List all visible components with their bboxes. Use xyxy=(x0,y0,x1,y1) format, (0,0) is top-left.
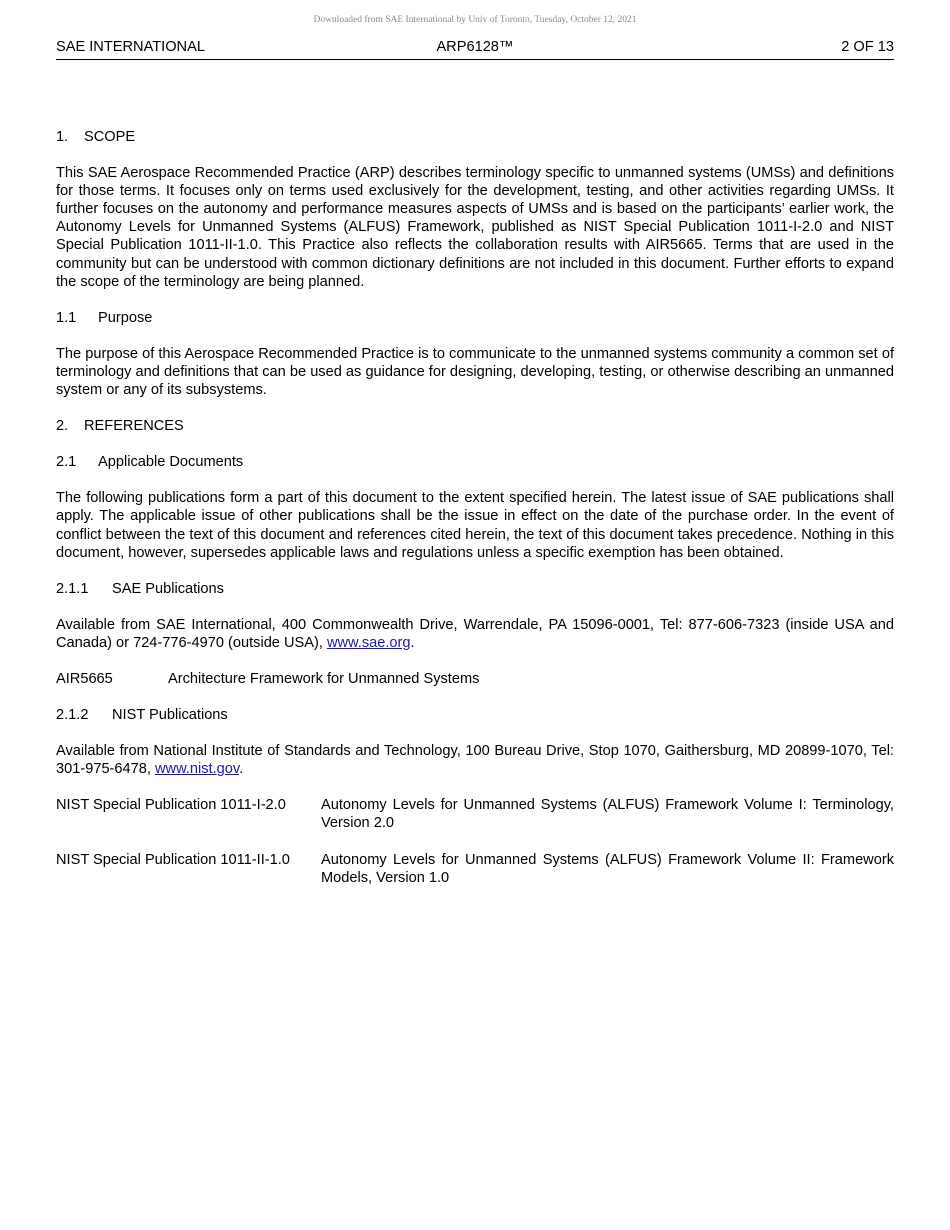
sae-availability-paragraph xyxy=(56,616,894,652)
section-heading-scope xyxy=(56,128,894,146)
section-title: REFERENCES xyxy=(84,418,184,435)
reference-row-nist-1011-ii xyxy=(56,851,894,887)
header-page-number: 2 OF 13 xyxy=(841,39,894,55)
sae-website-link[interactable]: www.sae.org xyxy=(326,634,411,651)
document-body xyxy=(56,128,894,905)
section-title: SAE Publications xyxy=(112,580,224,597)
reference-title: Autonomy Levels for Unmanned Systems (ALFUS) Framework Volume II: Framework Models, Version 1.0 xyxy=(321,851,894,886)
download-watermark: Downloaded from SAE International by Univ of Toronto, Tuesday, October 12, 2021 xyxy=(313,15,637,25)
section-heading-applicable-documents xyxy=(56,453,894,471)
section-title: Purpose xyxy=(98,309,153,326)
nist-availability-paragraph xyxy=(56,742,894,778)
reference-id: AIR5665 xyxy=(56,670,113,687)
nist-availability-text: Available from National Institute of Standards and Technology, 100 Bureau Drive, Stop 1070, Gaithersburg, MD 20899-1070, Tel: 301-975-6478, xyxy=(56,743,894,778)
scope-paragraph: This SAE Aerospace Recommended Practice (ARP) describes terminology specific to unmanned systems (UMSs) and definitions for those terms. It focuses only on terms used exclusively for the development, testing, and other activities regarding UMSs. It further focuses on the autonomy and performance measures aspects of UMSs and is based on the participants’ earlier work, the Autonomy Levels for Unmanned Systems (ALFUS) Framework, published as NIST Special Publication 1011-I-2.0 and NIST Special Publication 1011-II-1.0. This Practice also reflects the collaboration results with AIR5665. Terms that are used in the community but can be understood with common dictionary definitions are not included in this document. Further efforts to expand the scope of the terminology are being planned. xyxy=(56,165,894,290)
section-title: NIST Publications xyxy=(112,707,228,724)
header-organization: SAE INTERNATIONAL xyxy=(56,39,205,55)
reference-title: Autonomy Levels for Unmanned Systems (ALFUS) Framework Volume I: Terminology, Version 2.0 xyxy=(321,797,894,832)
reference-row-air5665 xyxy=(56,670,894,688)
sae-availability-period: . xyxy=(410,634,415,651)
section-title: SCOPE xyxy=(84,129,136,145)
reference-id: NIST Special Publication 1011-II-1.0 xyxy=(56,851,290,868)
sae-availability-text: Available from SAE International, 400 Commonwealth Drive, Warrendale, PA 15096-0001, Tel: 877-606-7323 (inside USA and Canada) or 724-776-4970 (outside USA), xyxy=(56,616,894,651)
purpose-paragraph: The purpose of this Aerospace Recommended Practice is to communicate to the unmanned systems community a common set of terminology and definitions that can be used as guidance for designing, developing, testing, or otherwise describing an unmanned system or any of its subsystems. xyxy=(56,345,894,399)
reference-id: NIST Special Publication 1011-I-2.0 xyxy=(56,797,286,814)
reference-title: Architecture Framework for Unmanned Systems xyxy=(168,670,480,687)
section-number: 1.1 xyxy=(56,309,77,326)
header-document-number: ARP6128™ xyxy=(436,39,514,55)
section-heading-sae-publications xyxy=(56,580,894,598)
applicable-documents-paragraph: The following publications form a part of this document to the extent specified herein. The latest issue of SAE publications shall apply. The applicable issue of other publications shall be the issue in effect on the date of the purchase order. In the event of conflict between the text of this document and references cited herein, the text of this document takes precedence. Nothing in this document, however, supersedes applicable laws and regulations unless a specific exemption has been obtained. xyxy=(56,490,894,561)
nist-availability-period: . xyxy=(239,761,244,778)
section-number: 1. xyxy=(56,129,69,145)
reference-row-nist-1011-i xyxy=(56,796,894,832)
section-heading-references xyxy=(56,417,894,435)
section-number: 2.1 xyxy=(56,454,77,471)
page-header xyxy=(56,38,894,60)
section-heading-purpose xyxy=(56,309,894,327)
section-title: Applicable Documents xyxy=(98,454,244,471)
section-number: 2.1.1 xyxy=(56,580,89,597)
section-number: 2.1.2 xyxy=(56,707,89,724)
section-heading-nist-publications xyxy=(56,706,894,724)
section-number: 2. xyxy=(56,418,69,435)
nist-website-link[interactable]: www.nist.gov xyxy=(155,761,240,778)
